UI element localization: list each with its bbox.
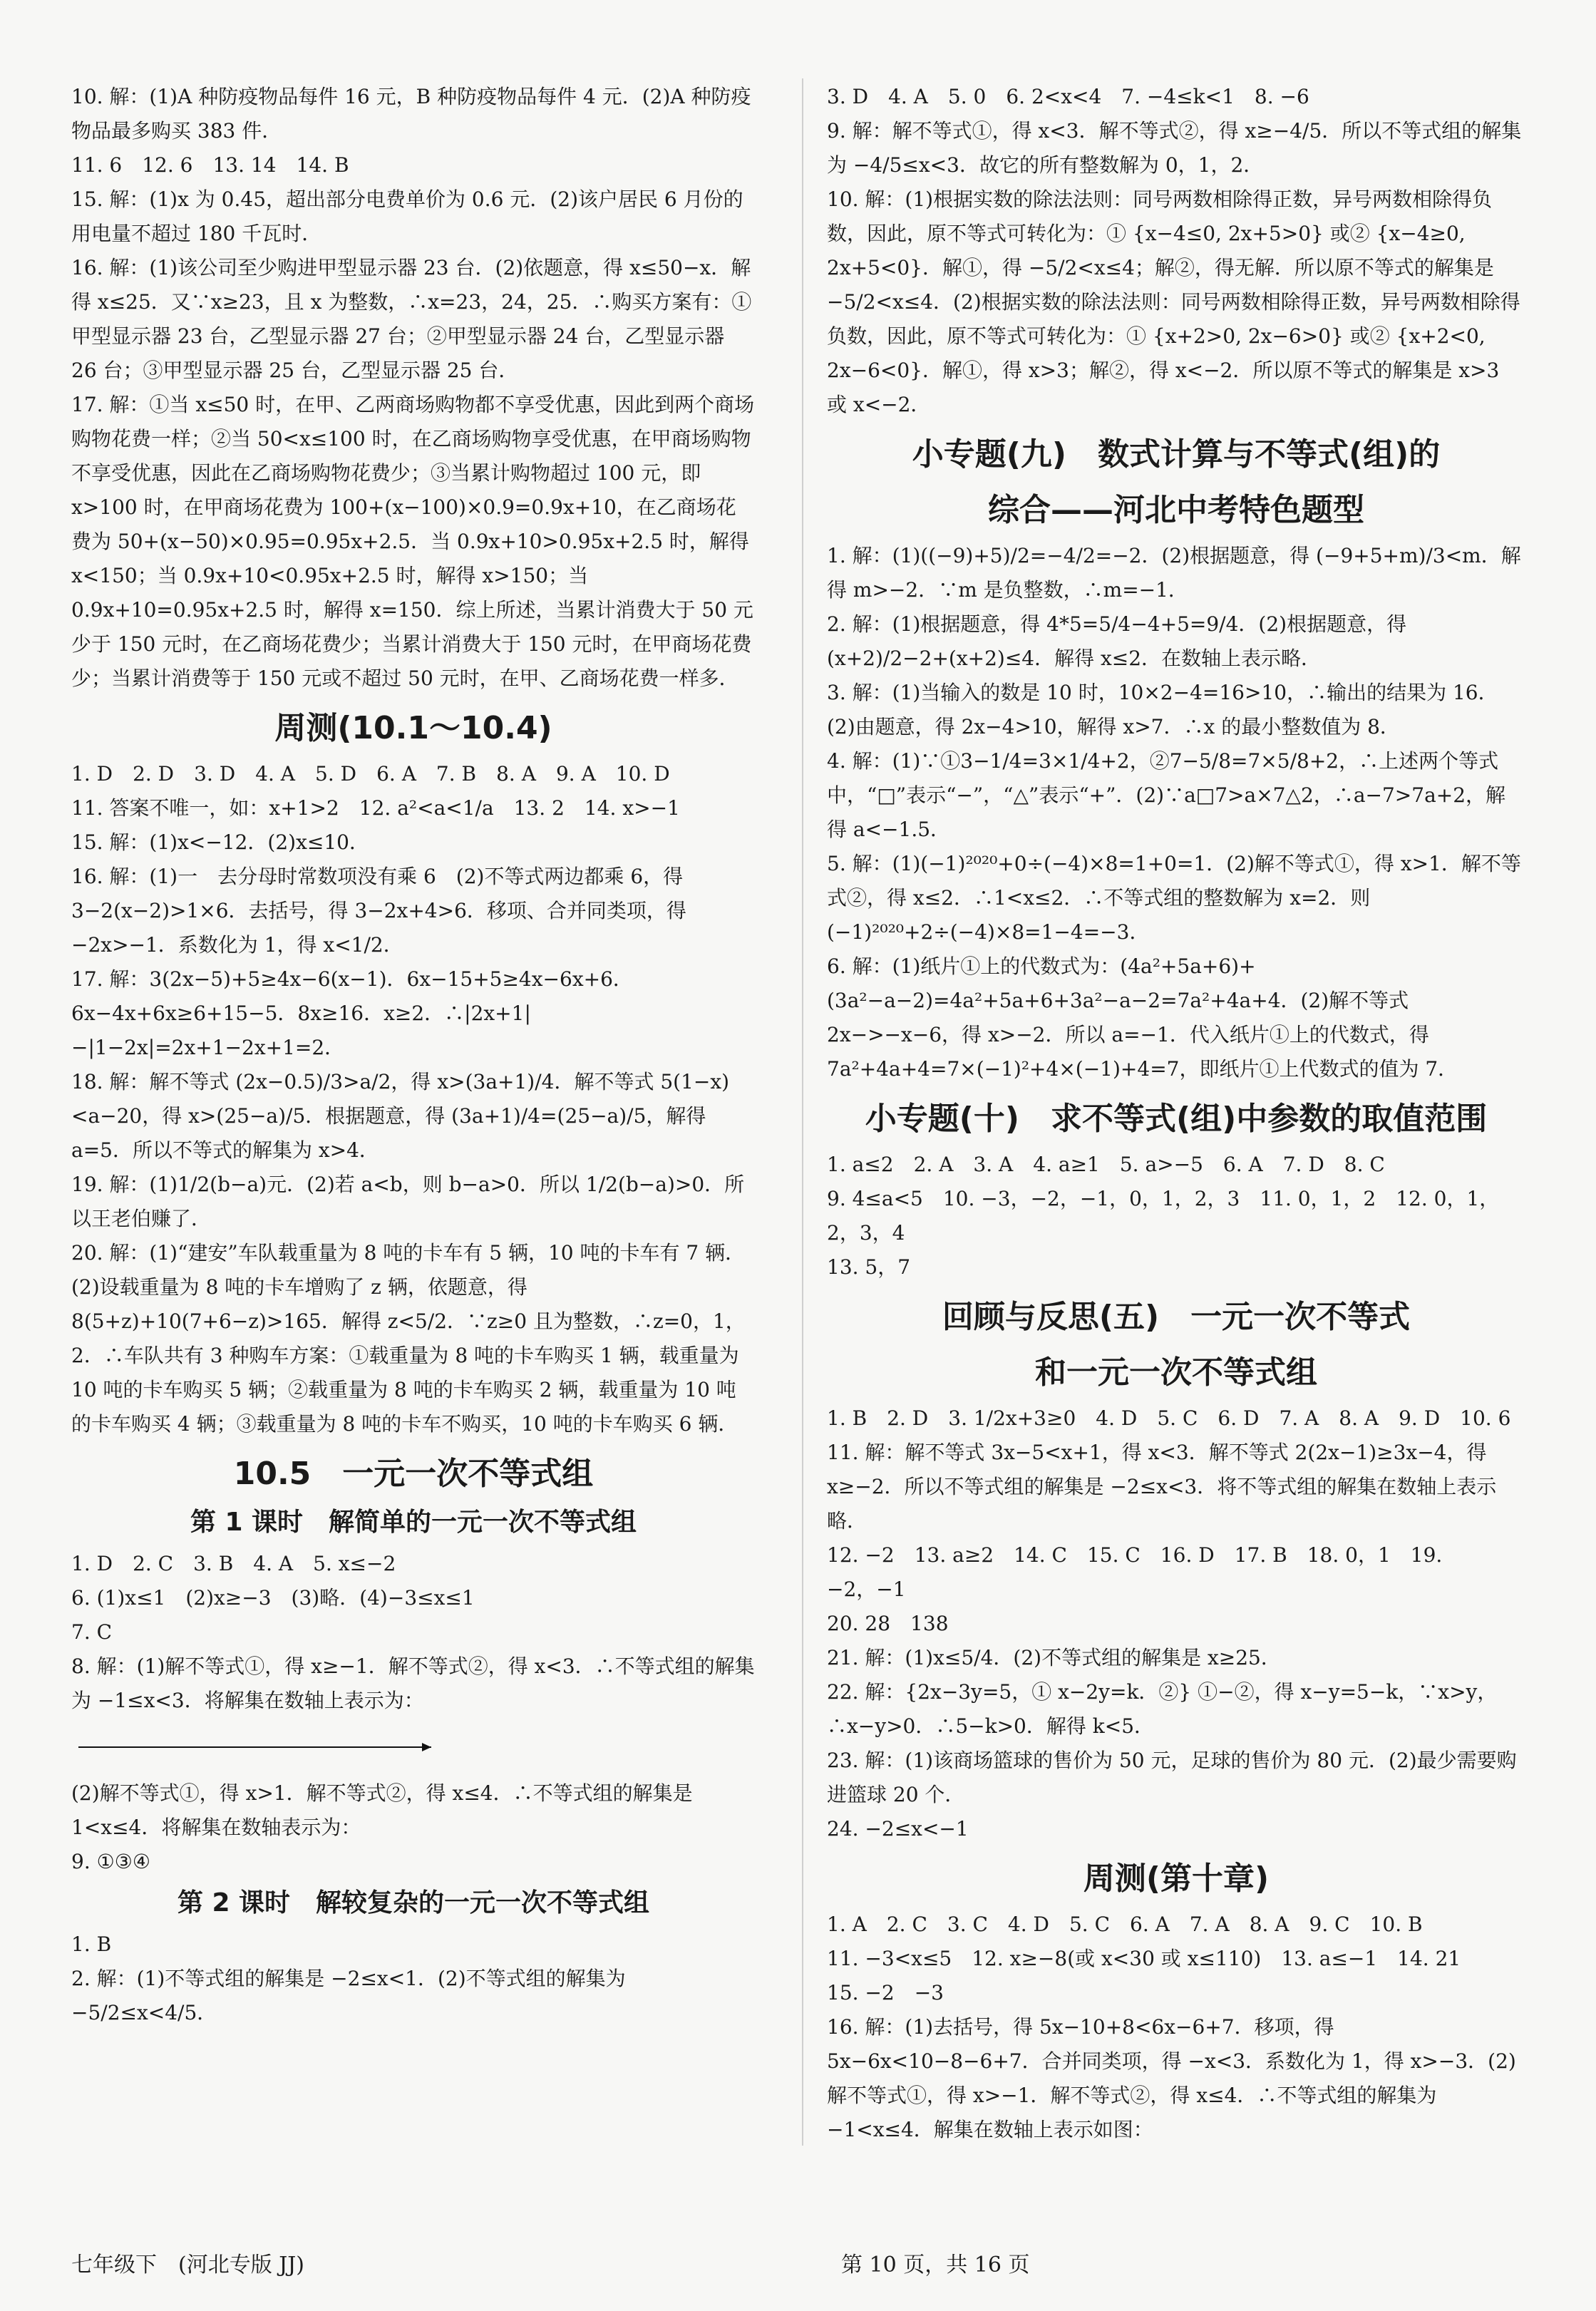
section-heading: 周测(10.1～10.4) <box>274 710 552 746</box>
answer-paragraph: 1. 解：(1)((−9)+5)/2=−4/2=−2．(2)根据题意，得 (−9+5+m)/3<m．解得 m>−2．∵m 是负整数，∴m=−1． <box>827 544 1521 602</box>
answer-paragraph: 12. −2 13. a≥2 14. C 15. C 16. D 17. B 18. 0，1 19. −2，−1 <box>827 1543 1443 1601</box>
answer-paragraph: 3. D 4. A 5. 0 6. 2<x<4 7. −4≤k<1 8. −6 <box>827 85 1309 108</box>
answer-paragraph: 11. 答案不唯一，如：x+1>2 12. a²<a<1/a 13. 2 14. x>−1 <box>71 796 680 820</box>
answer-paragraph: 9. 解：解不等式①，得 x<3．解不等式②，得 x≥−4/5．所以不等式组的解集为 −4/5≤x<3．故它的所有整数解为 0，1，2． <box>827 119 1522 177</box>
section-heading: 周测(第十章) <box>1083 1860 1270 1897</box>
section-heading: 综合——河北中考特色题型 <box>988 492 1364 528</box>
answer-paragraph: 22. 解：{2x−3y=5，① x−2y=k．②} ①−②，得 x−y=5−k，∵x>y，∴x−y>0．∴5−k>0．解得 k<5． <box>827 1680 1498 1738</box>
answer-paragraph: 10. 解：(1)根据实数的除法法则：同号两数相除得正数，异号两数相除得负数，因此，原不等式可转化为：① {x−4≤0, 2x+5>0} 或② {x−4≥0, 2x+5<0}．解①，得 −5/2<x≤4；解②，得无解．所以原不等式的解集是 −5/2<x≤4．(2)根据实数的除法法则：同号两数相除得正数，异号两数相除得负数，因此，原不等式可转化为：① {x+2>0, 2x−6>0} 或② {x+2<0, 2x−6<0}．解①，得 x>3；解②，得 x<−2．所以原不等式的解集是 x>3 或 x<−2． <box>827 187 1520 416</box>
answer-paragraph: 15. −2 −3 <box>827 1981 944 2004</box>
section-heading: 和一元一次不等式组 <box>1035 1354 1317 1391</box>
answer-paragraph: 9. 4≤a<5 10. −3，−2，−1，0，1，2，3 11. 0，1，2 12. 0，1，2，3，4 <box>827 1187 1500 1245</box>
answer-paragraph: 2. 解：(1)根据题意，得 4*5=5/4−4+5=9/4．(2)根据题意，得 (x+2)/2−2+(x+2)≤4．解得 x≤2．在数轴上表示略． <box>827 612 1407 670</box>
axis-arrow <box>422 1743 431 1751</box>
answer-paragraph: 8. 解：(1)解不等式①，得 x≥−1．解不等式②，得 x<3．∴不等式组的解集为 −1≤x<3．将解集在数轴上表示为： <box>71 1654 755 1712</box>
answer-paragraph: 16. 解：(1)该公司至少购进甲型显示器 23 台．(2)依题意，得 x≤50−x．解得 x≤25．又∵x≥23，且 x 为整数，∴x=23，24，25．∴购买方案有：①甲型显示器 23 台，乙型显示器 27 台；②甲型显示器 24 台，乙型显示器 26 台；③甲型显示器 25 台，乙型显示器 25 台． <box>71 256 752 382</box>
answer-paragraph: 20. 解：(1)“建安”车队载重量为 8 吨的卡车有 5 辆，10 吨的卡车有 7 辆．(2)设载重量为 8 吨的卡车增购了 z 辆，依题意，得 8(5+z)+10(7+6−z)>165．解得 z<5/2．∵z≥0 且为整数，∴z=0，1，2．∴车队共有 3 种购车方案：①载重量为 8 吨的卡车购买 1 辆，载重量为 10 吨的卡车购买 5 辆；②载重量为 8 吨的卡车购买 2 辆，载重量为 10 吨的卡车购买 4 辆；③载重量为 8 吨的卡车不购买，10 吨的卡车购买 6 辆． <box>71 1241 746 1436</box>
answer-paragraph: 4. 解：(1)∵①3−1/4=3×1/4+2，②7−5/8=7×5/8+2，∴上述两个等式中，“□”表示“−”，“△”表示“+”．(2)∵a□7>a×7△2，∴a−7>7a+2，解得 a<−1.5． <box>827 749 1506 841</box>
answer-paragraph: 17. 解：3(2x−5)+5≥4x−6(x−1)．6x−15+5≥4x−6x+6．6x−4x+6x≥6+15−5．8x≥16．x≥2．∴|2x+1|−|1−2x|=2x+1−2x+1=2． <box>71 967 633 1059</box>
answer-paragraph: 19. 解：(1)1/2(b−a)元．(2)若 a<b，则 b−a>0．所以 1/2(b−a)>0．所以王老伯赚了． <box>71 1173 745 1230</box>
answer-paragraph: 6. (1)x≤1 (2)x≥−3 (3)略．(4)−3≤x≤1 <box>71 1586 475 1610</box>
answer-paragraph: 16. 解：(1)一 去分母时常数项没有乘 6 (2)不等式两边都乘 6，得 3−2(x−2)>1×6．去括号，得 3−2x+4>6．移项、合并同类项，得 −2x>−1．系数化为 1，得 x<1/2． <box>71 865 686 957</box>
answer-paragraph: 3. 解：(1)当输入的数是 10 时，10×2−4=16>10，∴输出的结果为 16．(2)由题意，得 2x−4>10，解得 x>7．∴x 的最小整数值为 8． <box>827 681 1498 738</box>
answer-paragraph: 15. 解：(1)x<−12．(2)x≤10． <box>71 830 369 854</box>
answer-paragraph: 24. −2≤x<−1 <box>827 1817 969 1841</box>
section-heading: 小专题(九) 数式计算与不等式(组)的 <box>912 436 1441 473</box>
answer-paragraph: 11. 6 12. 6 13. 14 14. B <box>71 153 349 177</box>
answer-paragraph: 1. B <box>71 1932 112 1956</box>
answer-paragraph: 11. 解：解不等式 3x−5<x+1，得 x<3．解不等式 2(2x−1)≥3x−4，得 x≥−2．所以不等式组的解集是 −2≤x<3．将不等式组的解集在数轴上表示略． <box>827 1441 1497 1533</box>
answer-paragraph: 11. −3<x≤5 12. x≥−8(或 x<30 或 x≤110) 13. a≤−1 14. 21 <box>827 1947 1461 1970</box>
answer-paragraph: 18. 解：解不等式 (2x−0.5)/3>a/2，得 x>(3a+1)/4．解不等式 5(1−x)<a−20，得 x>(25−a)/5．根据题意，得 (3a+1)/4=(25−a)/5，解得 a=5．所以不等式的解集为 x>4． <box>71 1070 730 1162</box>
answer-paragraph: 1. a≤2 2. A 3. A 4. a≥1 5. a>−5 6. A 7. D 8. C <box>827 1153 1385 1176</box>
column-divider <box>802 78 803 2146</box>
footer-page-number: 第 10 页，共 16 页 <box>841 2253 1030 2277</box>
section-heading: 回顾与反思(五) 一元一次不等式 <box>942 1299 1411 1335</box>
answer-paragraph: 7. C <box>71 1620 113 1644</box>
section-heading: 小专题(十) 求不等式(组)中参数的取值范围 <box>865 1101 1488 1137</box>
number-line <box>71 1722 442 1765</box>
subsection-heading: 第 1 课时 解简单的一元一次不等式组 <box>190 1508 637 1537</box>
answer-paragraph: 2. 解：(1)不等式组的解集是 −2≤x<1．(2)不等式组的解集为 −5/2≤x<4/5． <box>71 1967 626 2024</box>
answer-paragraph: 16. 解：(1)去括号，得 5x−10+8<6x−6+7．移项，得 5x−6x<10−8−6+7．合并同类项，得 −x<3．系数化为 1，得 x>−3．(2)解不等式①，得 x>−1．解不等式②，得 x≤4．∴不等式组的解集为 −1<x≤4．解集在数轴上表示如图： <box>827 2015 1516 2141</box>
answer-paragraph: 15. 解：(1)x 为 0.45，超出部分电费单价为 0.6 元．(2)该户居民 6 月份的用电量不超过 180 千瓦时． <box>71 187 743 245</box>
answer-paragraph: 6. 解：(1)纸片①上的代数式为：(4a²+5a+6)+(3a²−a−2)=4a²+5a+6+3a²−a−2=7a²+4a+4．(2)解不等式 2x−>−x−6，得 x>−2．所以 a=−1．代入纸片①上的代数式，得 7a²+4a+4=7×(−1)²+4×(−1)+4=7，即纸片①上代数式的值为 7． <box>827 954 1458 1081</box>
footer-grade: 七年级下 (河北专版 JJ) <box>71 2253 304 2277</box>
right-column <box>827 80 1525 2147</box>
answer-paragraph: 13. 5，7 <box>827 1255 911 1279</box>
answer-paragraph: 1. D 2. C 3. B 4. A 5. x≤−2 <box>71 1552 396 1575</box>
answer-paragraph: 23. 解：(1)该商场篮球的售价为 50 元，足球的售价为 80 元．(2)最少需要购进篮球 20 个． <box>827 1749 1517 1806</box>
answer-paragraph: 20. 28 138 <box>827 1612 949 1635</box>
answer-paragraph: 1. B 2. D 3. 1/2x+3≥0 4. D 5. C 6. D 7. A 8. A 9. D 10. 6 <box>827 1406 1511 1430</box>
answer-paragraph: 1. D 2. D 3. D 4. A 5. D 6. A 7. B 8. A 9. A 10. D <box>71 762 670 786</box>
left-column <box>71 80 756 2030</box>
answer-paragraph: 1. A 2. C 3. C 4. D 5. C 6. A 7. A 8. A 9. C 10. B <box>827 1913 1423 1936</box>
answer-paragraph: 5. 解：(1)(−1)²⁰²⁰+0÷(−4)×8=1+0=1．(2)解不等式①，得 x>1．解不等式②，得 x≤2．∴1<x≤2．∴不等式组的整数解为 x=2．则 (−1)²⁰²⁰+2÷(−4)×8=1−4=−3． <box>827 852 1521 944</box>
section-heading: 10.5 一元一次不等式组 <box>233 1456 594 1492</box>
answer-paragraph: 10. 解：(1)A 种防疫物品每件 16 元，B 种防疫物品每件 4 元．(2)A 种防疫物品最多购买 383 件． <box>71 85 751 143</box>
answer-paragraph: 9. ①③④ <box>71 1850 150 1873</box>
number-line-figure <box>71 1722 756 1772</box>
answer-paragraph: (2)解不等式①，得 x>1．解不等式②，得 x≤4．∴不等式组的解集是 1<x≤4．将解集在数轴表示为： <box>71 1781 693 1839</box>
answer-paragraph: 17. 解：①当 x≤50 时，在甲、乙两商场购物都不享受优惠，因此到两个商场购物花费一样；②当 50<x≤100 时，在乙商场购物享受优惠，在甲商场购物不享受优惠，因此在乙商场购物花费少；③当累计购物超过 100 元，即 x>100 时，在甲商场花费为 100+(x−100)×0.9=0.9x+10，在乙商场花费为 50+(x−50)×0.95=0.95x+2.5．当 0.9x+10>0.95x+2.5 时，解得 x<150；当 0.9x+10<0.95x+2.5 时，解得 x>150；当 0.9x+10=0.95x+2.5 时，解得 x=150．综上所述，当累计消费大于 50 元少于 150 元时，在乙商场花费少；当累计消费大于 150 元时，在甲商场花费少；当累计消费等于 150 元或不超过 50 元时，在甲、乙商场花费一样多． <box>71 393 755 690</box>
subsection-heading: 第 2 课时 解较复杂的一元一次不等式组 <box>177 1888 650 1918</box>
answer-paragraph: 21. 解：(1)x≤5/4．(2)不等式组的解集是 x≥25． <box>827 1646 1281 1669</box>
